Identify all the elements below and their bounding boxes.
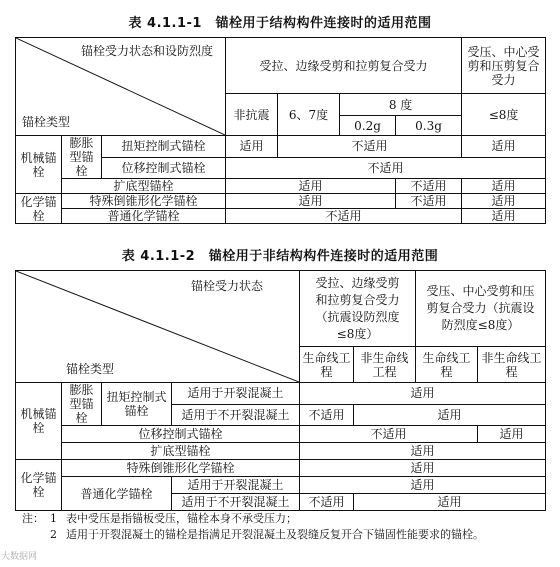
table1-header-state: 锚栓受力状态和设防烈度 — [81, 44, 214, 58]
table2-header-type: 锚栓类型 — [66, 362, 115, 376]
table2-cell: 适用 — [300, 443, 546, 460]
table2-cell: 不适用 — [300, 404, 354, 426]
table2-group-chemical: 化学锚栓 — [16, 460, 62, 511]
table1-col-8-02g: 0.2g — [340, 116, 396, 136]
table2-col-compression: 受压、中心受剪和压剪复合受力（抗震设防烈度≤8度） — [416, 271, 546, 347]
table1-cell: 不适用 — [396, 194, 462, 209]
table2-title: 表 4.1.1-2 锚栓用于非结构构件连接时的适用范围 — [121, 249, 439, 264]
table2-group-mechanical: 机械锚栓 — [16, 383, 62, 460]
table2-row-torque: 扭矩控制式锚栓 — [102, 383, 172, 426]
table2-row-undercut: 扩底型锚栓 — [62, 443, 300, 460]
table2-cell: 适用 — [300, 383, 546, 405]
table1-cell: 不适用 — [396, 179, 462, 194]
table1-row-ordinary: 普通化学锚栓 — [62, 209, 226, 224]
table2-row-ordinary: 普通化学锚栓 — [62, 477, 172, 511]
table2-cond-cracked: 适用于开裂混凝土 — [172, 383, 300, 405]
table1-cell: 适用 — [226, 194, 396, 209]
table2-cell: 适用 — [354, 494, 546, 511]
table2-diagonal-header — [16, 271, 300, 383]
table1-row-displacement: 位移控制式锚栓 — [102, 157, 226, 179]
table1-cell: 适用 — [462, 179, 546, 194]
table1-cell: 适用 — [462, 209, 546, 224]
table2-cell: 不适用 — [300, 494, 354, 511]
table2-cell: 适用 — [300, 477, 546, 494]
table2-col-lifeline: 生命线工程 — [300, 347, 354, 383]
table2-cell: 适用 — [478, 426, 546, 443]
table1-col-6-7: 6、7度 — [278, 94, 340, 136]
table2-cell: 适用 — [300, 460, 546, 477]
table1-cell: 适用 — [226, 179, 396, 194]
table1-cell: 不适用 — [226, 157, 546, 179]
table1-cell: 适用 — [462, 136, 546, 158]
table1 — [15, 37, 546, 224]
table2-col-lifeline: 生命线工程 — [416, 347, 478, 383]
table1-col-compression-shear: 受压、中心受剪和压剪复合受力 — [462, 38, 546, 94]
table1-row-special-cone: 特殊倒锥形化学锚栓 — [62, 194, 226, 209]
table1-col-8: 8 度 — [340, 94, 462, 116]
table1-cell: 不适用 — [278, 136, 462, 158]
table1-group-expansion: 膨胀型锚栓 — [62, 136, 102, 179]
table2-cell: 不适用 — [300, 426, 478, 443]
table1-cell: 适用 — [226, 136, 278, 158]
notes-label: 注： — [22, 512, 44, 525]
watermark: 大数据网 — [1, 552, 38, 562]
notes — [14, 511, 554, 543]
table1-cell: 适用 — [462, 194, 546, 209]
table1-row-undercut: 扩底型锚栓 — [62, 179, 226, 194]
table1-col-non-seismic: 非抗震 — [226, 94, 278, 136]
table2 — [15, 270, 546, 511]
table1-col-8-03g: 0.3g — [396, 116, 462, 136]
table1-col-tension-shear: 受拉、边缘受剪和拉剪复合受力 — [226, 38, 462, 94]
table2-col-tension: 受拉、边缘受剪和拉剪复合受力（抗震设防烈度≤8度） — [300, 271, 416, 347]
table2-group-expansion: 膨胀型锚栓 — [62, 383, 102, 426]
table2-col-nonlifeline: 非生命线工程 — [478, 347, 546, 383]
note-1: 表中受压是指锚板受压，锚栓本身不承受压力； — [66, 512, 297, 525]
table2-col-nonlifeline: 非生命线工程 — [354, 347, 416, 383]
table2-cond-cracked: 适用于开裂混凝土 — [172, 477, 300, 494]
table2-cell: 适用 — [354, 404, 546, 426]
note-number: 2 — [50, 528, 57, 541]
note-2: 适用于开裂混凝土的锚栓是指满足开裂混凝土及裂缝反复开合下锚固性能要求的锚栓。 — [66, 528, 484, 541]
table1-diagonal-header — [16, 38, 226, 136]
table1-group-mechanical: 机械锚栓 — [16, 136, 62, 194]
table1-row-torque: 扭矩控制式锚栓 — [102, 136, 226, 158]
table2-row-displacement: 位移控制式锚栓 — [62, 426, 300, 443]
note-number: 1 — [50, 512, 57, 525]
table1-header-type: 锚栓类型 — [22, 115, 71, 129]
table1-cell: 不适用 — [226, 209, 462, 224]
table2-cond-uncracked: 适用于不开裂混凝土 — [172, 404, 300, 426]
table1-col-le8: ≤8度 — [462, 94, 546, 136]
table2-cond-uncracked: 适用于不开裂混凝土 — [172, 494, 300, 511]
table2-row-special-cone: 特殊倒锥形化学锚栓 — [62, 460, 300, 477]
table2-header-state: 锚栓受力状态 — [190, 279, 263, 293]
table1-group-chemical: 化学锚栓 — [16, 194, 62, 224]
table1-title: 表 4.1.1-1 锚栓用于结构构件连接时的适用范围 — [128, 16, 432, 31]
